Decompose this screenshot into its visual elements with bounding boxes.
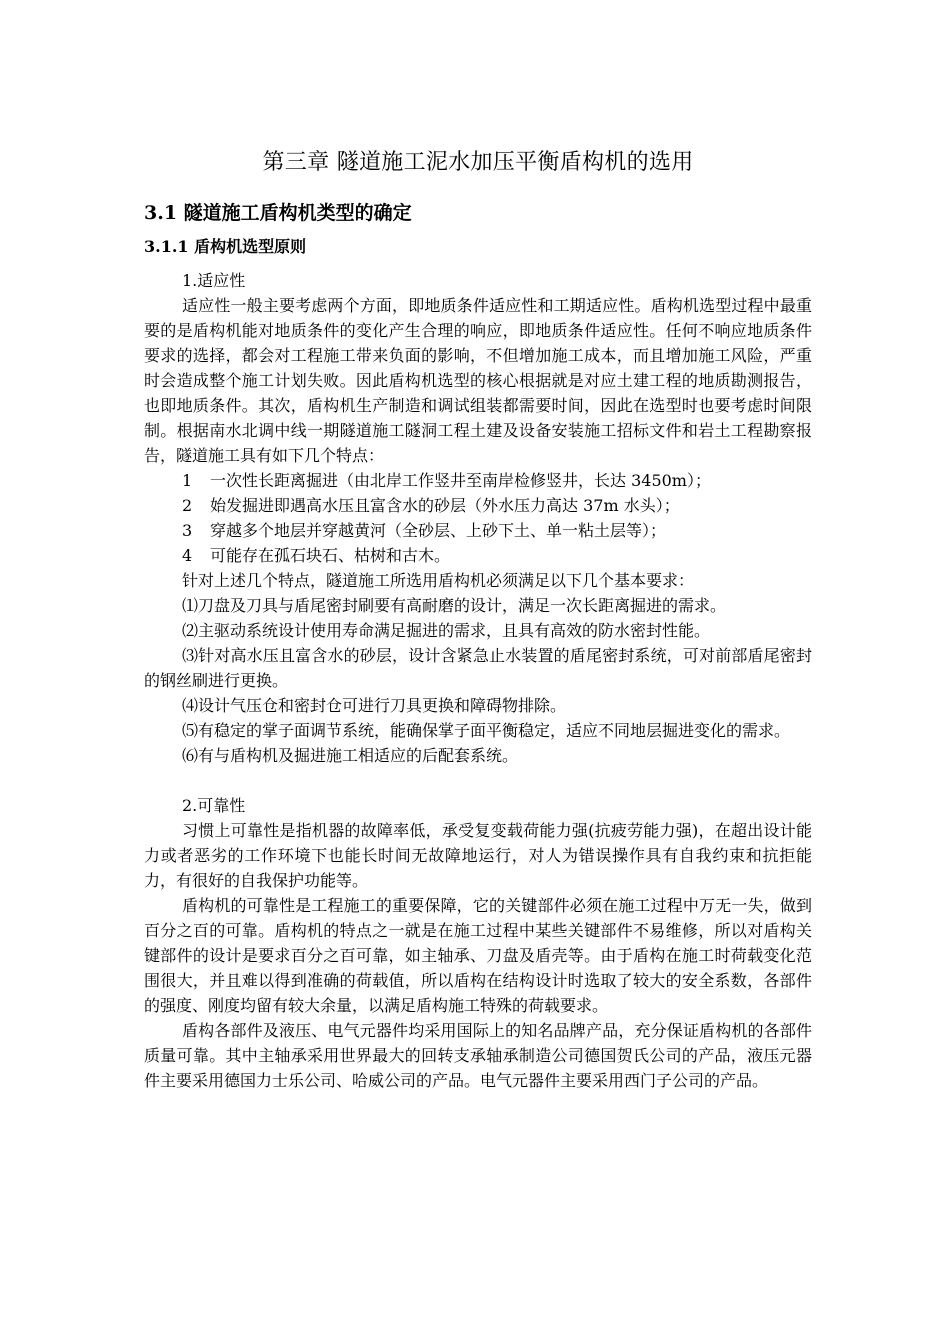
feature-text: 穿越多个地层并穿越黄河（全砂层、上砂下土、单一粘土层等）； (210, 521, 667, 540)
blank-line (144, 768, 812, 793)
document-body (144, 146, 812, 1093)
part1-paragraph: 适应性一般主要考虑两个方面，即地质条件适应性和工期适应性。盾构机选型过程中最重要的是盾构机能对地质条件的变化产生合理的响应，即地质条件适应性。任何不响应地质条件要求的选择，都会对工程施工带来负面的影响，不但增加施工成本，而且增加施工风险，严重时会造成整个施工计划失败。因此盾构机选型的核心根据就是对应土建工程的地质勘测报告，也即地质条件。其次，盾构机生产制造和调试组装都需要时间，因此在选型时也要考虑时间限制。根据南水北调中线一期隧道施工隧洞工程土建及设备安装施工招标文件和岩土工程勘察报告，隧道施工具有如下几个特点： (144, 296, 812, 465)
feature-text: 始发掘进即遇高水压且富含水的砂层（外水压力高达 37m 水头）； (210, 496, 680, 515)
feature-text: 一次性长距离掘进（由北岸工作竖井至南岸检修竖井，长达 3450m）； (210, 471, 711, 490)
requirement-number: ⑵ (182, 621, 199, 640)
requirement-text: 针对高水压且富含水的砂层，设计含紧急止水装置的盾尾密封系统，可对前部盾尾密封的钢丝刷进行更换。 (144, 646, 812, 690)
requirements-intro: 针对上述几个特点，隧道施工所选用盾构机必须满足以下几个基本要求： (182, 571, 695, 590)
part2-heading: 2.可靠性 (182, 796, 246, 815)
feature-item (144, 518, 812, 543)
requirement-text: 有与盾构机及掘进施工相适应的后配套系统。 (198, 746, 519, 765)
feature-item (144, 493, 812, 518)
requirement-item (144, 743, 812, 768)
part2-paragraph: 盾构机的可靠性是工程施工的重要保障，它的关键部件必须在施工过程中万无一失，做到百分之百的可靠。盾构机的特点之一就是在施工过程中某些关键部件不易维修，所以对盾构关键部件的设计是要求百分之百可靠，如主轴承、刀盘及盾壳等。由于盾构在施工时荷载变化范围很大，并且难以得到准确的荷载值，所以盾构在结构设计时选取了较大的安全系数，各部件的强度、刚度均留有较大余量，以满足盾构施工特殊的荷载要求。 (144, 896, 812, 1015)
feature-number: 4 (182, 546, 193, 565)
requirement-number: ⑹ (182, 746, 199, 765)
requirement-number: ⑷ (182, 696, 199, 715)
feature-number: 1 (182, 471, 193, 490)
feature-text: 可能存在孤石块石、枯树和古木。 (210, 546, 451, 565)
requirement-number: ⑶ (182, 646, 199, 665)
requirement-number: ⑸ (182, 721, 199, 740)
feature-item (144, 468, 812, 493)
requirement-item (144, 718, 812, 743)
section-title: 3.1 隧道施工盾构机类型的确定 (144, 202, 412, 224)
feature-list (144, 468, 812, 568)
feature-number: 2 (182, 496, 193, 515)
requirement-item (144, 643, 812, 693)
requirement-number: ⑴ (182, 596, 199, 615)
requirement-item (144, 618, 812, 643)
part1-heading: 1.适应性 (182, 271, 246, 290)
requirement-text: 主驱动系统设计使用寿命满足掘进的需求，且具有高效的防水密封性能。 (198, 621, 711, 640)
chapter-title: 第三章 隧道施工泥水加压平衡盾构机的选用 (262, 150, 694, 175)
requirement-item (144, 593, 812, 618)
requirements-list (144, 593, 812, 768)
requirement-item (144, 693, 812, 718)
part2-paragraph: 盾构各部件及液压、电气元器件均采用国际上的知名品牌产品，充分保证盾构机的各部件质量可靠。其中主轴承采用世界最大的回转支承轴承制造公司德国贺氏公司的产品，液压元器件主要采用德国力士乐公司、哈威公司的产品。电气元器件主要采用西门子公司的产品。 (144, 1021, 812, 1090)
feature-number: 3 (182, 521, 193, 540)
requirement-text: 有稳定的掌子面调节系统，能确保掌子面平衡稳定，适应不同地层掘进变化的需求。 (198, 721, 791, 740)
requirement-text: 设计气压仓和密封仓可进行刀具更换和障碍物排除。 (198, 696, 567, 715)
requirement-text: 刀盘及刀具与盾尾密封刷要有高耐磨的设计，满足一次长距离掘进的需求。 (198, 596, 727, 615)
part2-paragraph: 习惯上可靠性是指机器的故障率低，承受复变载荷能力强(抗疲劳能力强)，在超出设计能力或者恶劣的工作环境下也能长时间无故障地运行，对人为错误操作具有自我约束和抗拒能力，有很好的自我保护功能等。 (144, 821, 812, 890)
subsection-title: 3.1.1 盾构机选型原则 (144, 237, 307, 256)
feature-item (144, 543, 812, 568)
